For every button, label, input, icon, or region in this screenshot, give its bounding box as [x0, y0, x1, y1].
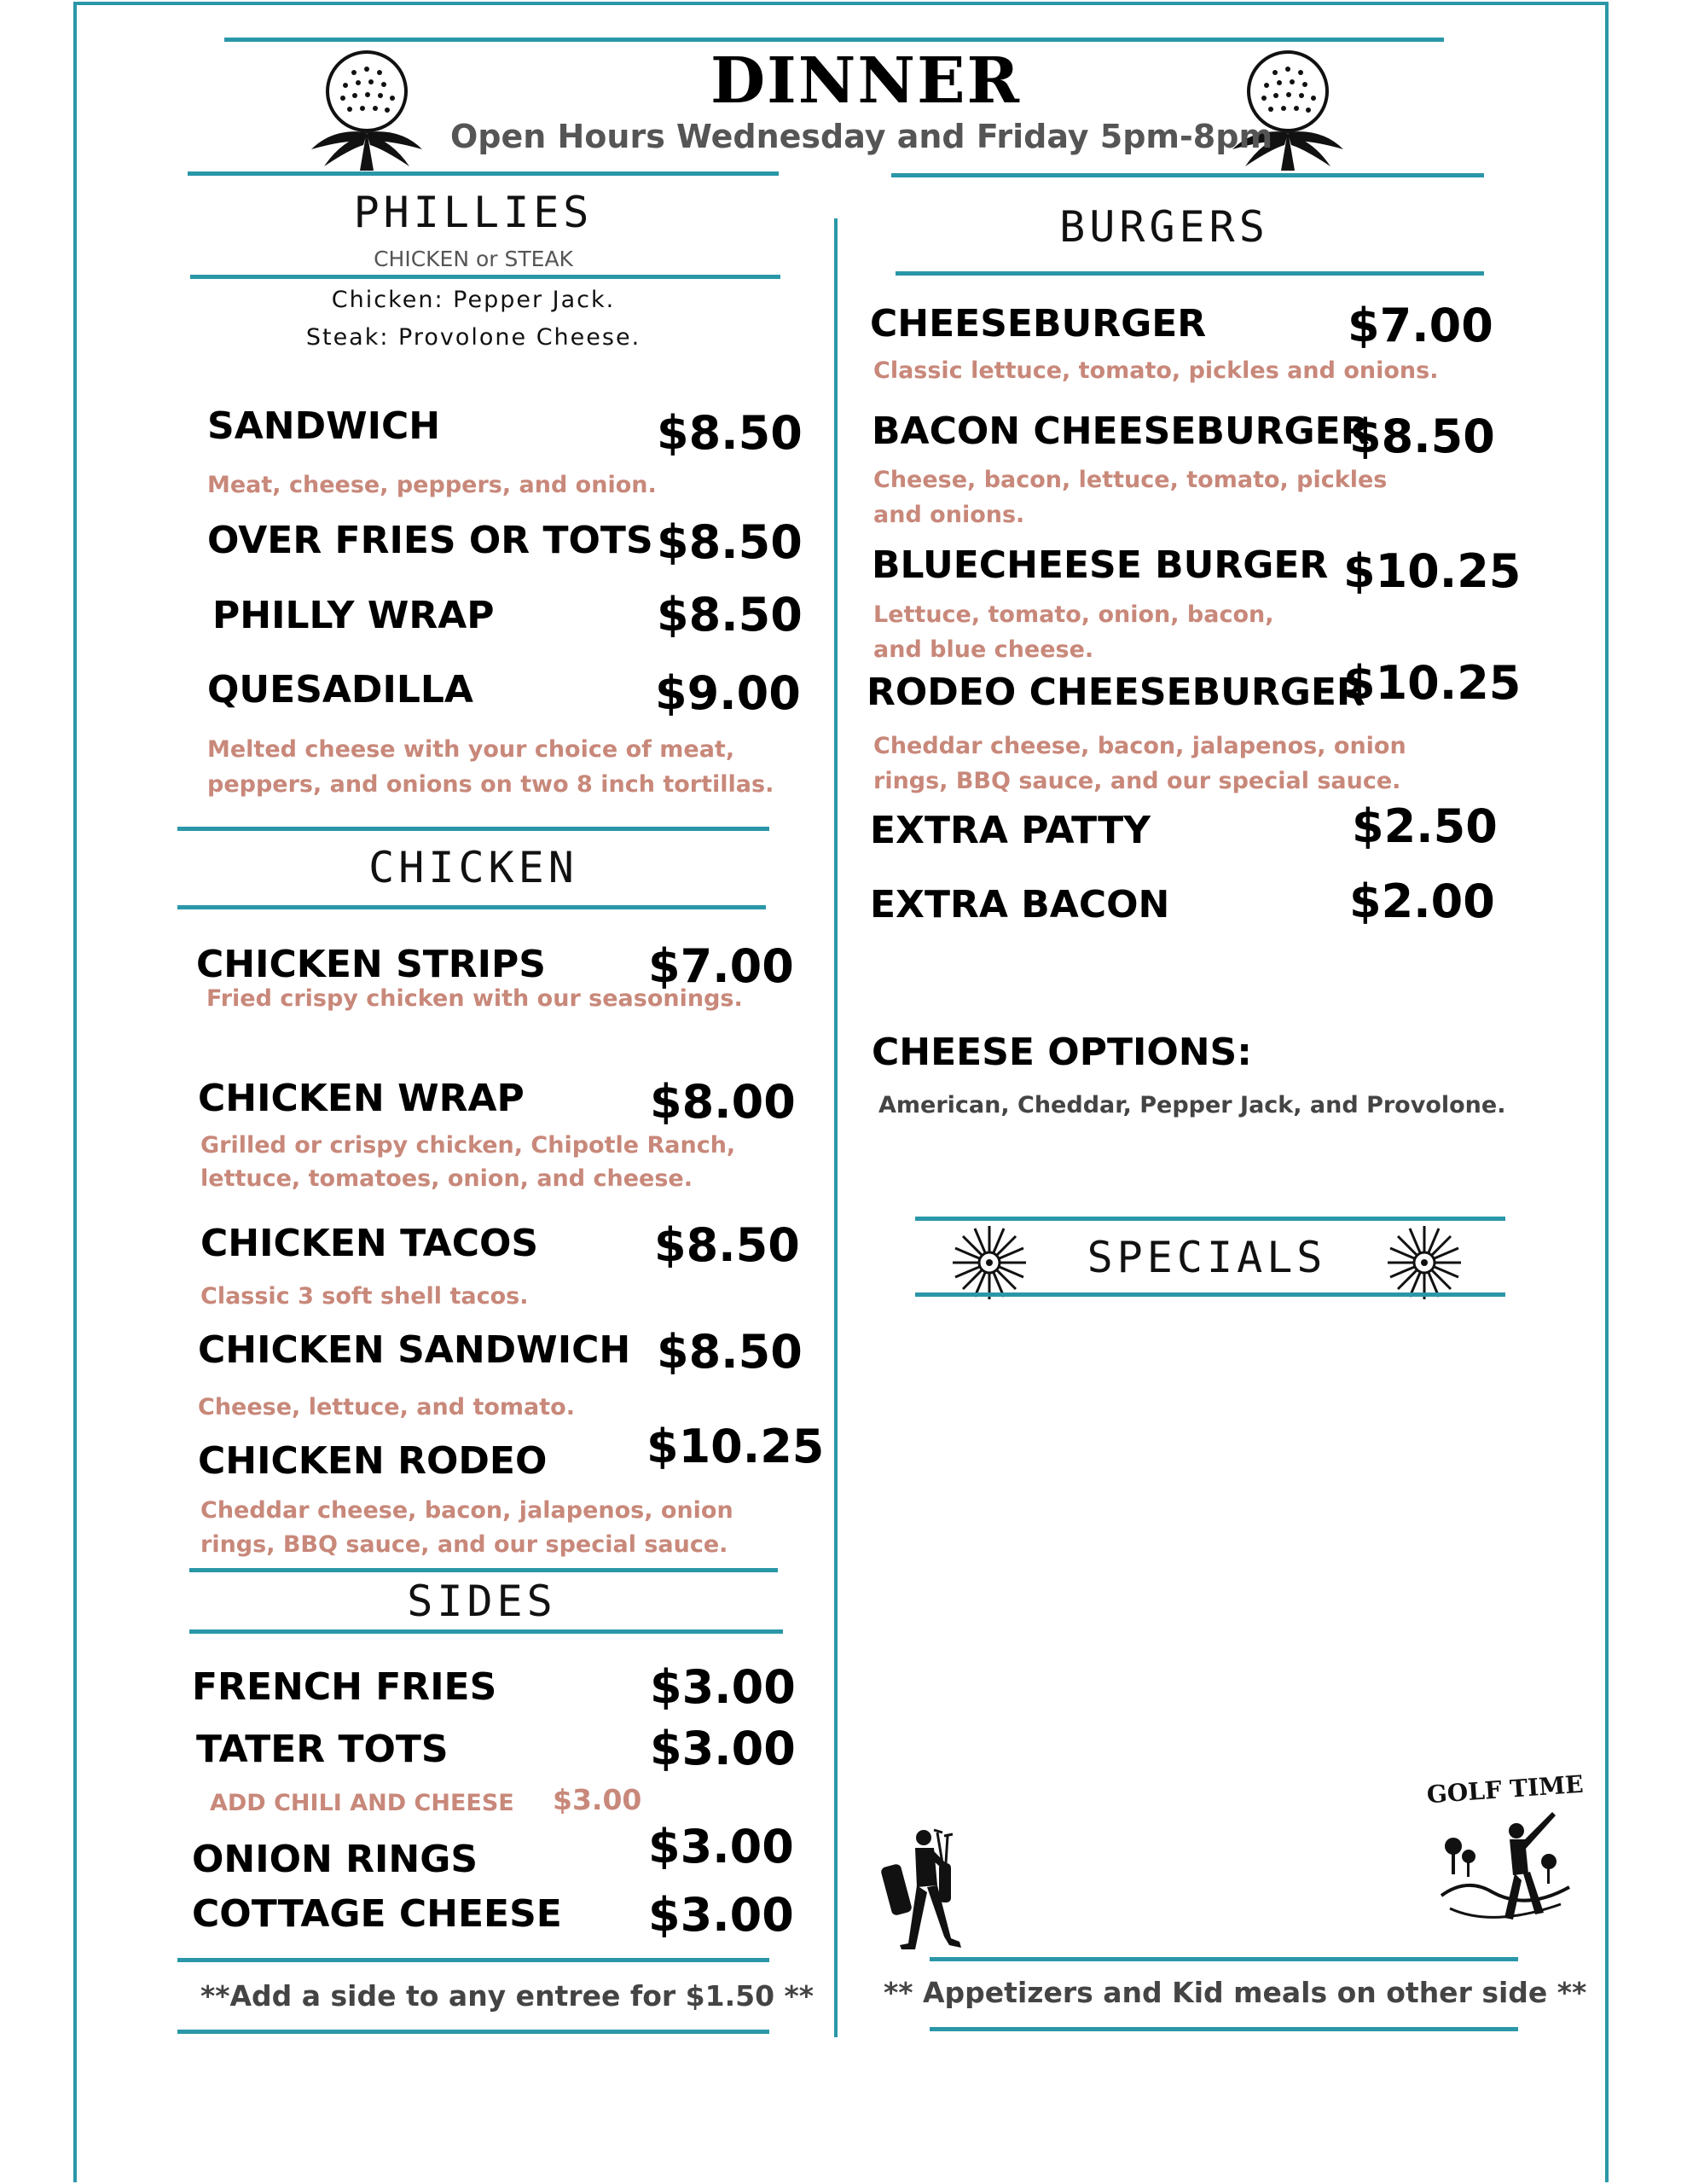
phillies-top-rule	[188, 171, 779, 176]
menu-item-price: $8.50	[657, 588, 803, 642]
menu-item-name: CHEESEBURGER	[870, 302, 1207, 346]
addon-price: $3.00	[553, 1783, 642, 1816]
sides-top-rule	[189, 1568, 778, 1572]
menu-item-name: PHILLY WRAP	[212, 594, 495, 637]
menu-item-price: $3.00	[650, 1722, 796, 1775]
specials-heading: SPECIALS	[1087, 1233, 1327, 1282]
menu-item-name: ONION RINGS	[192, 1838, 478, 1881]
menu-item-price: $7.00	[648, 939, 794, 993]
menu-item-name: RODEO CHEESEBURGER	[867, 671, 1365, 714]
menu-item-desc: Fried crispy chicken with our seasonings.	[206, 985, 743, 1012]
cheese-options-text: American, Cheddar, Pepper Jack, and Provolone.	[878, 1092, 1506, 1118]
right-footer-bottom-rule	[930, 2027, 1518, 2031]
sides-footer-top-rule	[177, 1958, 769, 1962]
cheese-options-heading: CHEESE OPTIONS:	[872, 1031, 1252, 1074]
specials-bottom-rule	[915, 1292, 1505, 1297]
menu-item-desc: Cheese, lettuce, and tomato.	[198, 1394, 575, 1420]
menu-item-name: CHICKEN WRAP	[198, 1077, 525, 1120]
menu-title: DINNER	[710, 44, 1021, 118]
column-divider	[834, 218, 838, 2037]
side-addon-note: **Add a side to any entree for $1.50 **	[200, 1979, 815, 2013]
menu-item-name: TATER TOTS	[196, 1728, 449, 1771]
menu-item-price: $10.25	[1343, 656, 1522, 710]
menu-item-name: COTTAGE CHEESE	[192, 1892, 562, 1936]
menu-item-name: CHICKEN TACOS	[200, 1222, 539, 1265]
menu-item-desc: Classic lettuce, tomato, pickles and onions.	[873, 357, 1439, 384]
menu-item-price: $8.50	[654, 1218, 800, 1272]
menu-item-desc: Cheddar cheese, bacon, jalapenos, onion	[200, 1497, 733, 1524]
menu-item-price: $7.00	[1348, 299, 1493, 352]
menu-item-name: EXTRA PATTY	[870, 809, 1151, 852]
starburst-icon	[1386, 1224, 1463, 1301]
menu-item-name: EXTRA BACON	[870, 883, 1170, 926]
menu-item-desc: and onions.	[873, 502, 1025, 528]
menu-item-name: FRENCH FRIES	[192, 1665, 497, 1709]
addon-label: ADD CHILI AND CHEESE	[210, 1790, 514, 1816]
menu-item-name: CHICKEN RODEO	[198, 1439, 548, 1483]
menu-item-price: $2.50	[1352, 799, 1498, 853]
right-footer-top-rule	[930, 1957, 1518, 1961]
menu-item-desc: and blue cheese.	[873, 636, 1094, 663]
phillies-heading: PHILLIES	[353, 188, 594, 237]
menu-item-desc: rings, BBQ sauce, and our special sauce.	[873, 768, 1401, 794]
phillies-subtitle: CHICKEN or STEAK	[374, 247, 573, 271]
burgers-heading: BURGERS	[1059, 202, 1269, 252]
sides-footer-bottom-rule	[177, 2030, 769, 2034]
sides-heading: SIDES	[407, 1577, 557, 1626]
golf-ball-tee-icon	[307, 47, 426, 171]
menu-item-desc: rings, BBQ sauce, and our special sauce.	[200, 1531, 728, 1558]
menu-item-desc: Grilled or crispy chicken, Chipotle Ranch,	[200, 1132, 736, 1159]
menu-item-desc: Cheddar cheese, bacon, jalapenos, onion	[873, 733, 1406, 759]
menu-item-price: $9.00	[655, 666, 801, 720]
menu-item-name: CHICKEN SANDWICH	[198, 1328, 631, 1372]
open-hours: Open Hours Wednesday and Friday 5pm-8pm	[449, 118, 1273, 155]
menu-item-desc: Lettuce, tomato, onion, bacon,	[873, 601, 1274, 628]
chicken-heading: CHICKEN	[368, 843, 578, 892]
phillies-note-line: Steak: Provolone Cheese.	[305, 324, 641, 351]
header-top-rule	[224, 38, 1444, 42]
starburst-icon	[951, 1224, 1028, 1301]
burgers-bottom-rule	[896, 271, 1484, 276]
menu-item-desc: Classic 3 soft shell tacos.	[200, 1283, 529, 1310]
golfer-with-bag-icon	[883, 1826, 968, 1949]
menu-item-desc: Meat, cheese, peppers, and onion.	[207, 472, 657, 498]
menu-item-price: $8.00	[650, 1075, 796, 1129]
menu-item-price: $8.50	[657, 1325, 803, 1379]
menu-item-name: QUESADILLA	[207, 668, 473, 712]
menu-item-desc: Cheese, bacon, lettuce, tomato, pickles	[873, 467, 1388, 493]
menu-item-name: SANDWICH	[207, 404, 441, 448]
menu-item-price: $3.00	[650, 1660, 796, 1714]
menu-item-price: $8.50	[1349, 410, 1495, 463]
menu-item-desc: Melted cheese with your choice of meat,	[207, 736, 735, 763]
phillies-note-line: Chicken: Pepper Jack.	[331, 287, 616, 313]
menu-item-price: $8.50	[657, 515, 803, 569]
phillies-bottom-rule	[190, 275, 780, 279]
chicken-bottom-rule	[177, 905, 766, 909]
appetizers-note: ** Appetizers and Kid meals on other side **	[884, 1976, 1587, 2009]
menu-item-price: $3.00	[648, 1820, 794, 1873]
menu-item-name: OVER FRIES OR TOTS	[207, 519, 653, 562]
menu-item-price: $2.00	[1349, 874, 1495, 928]
menu-item-name: CHICKEN STRIPS	[196, 943, 546, 986]
chicken-top-rule	[177, 827, 769, 831]
menu-item-price: $10.25	[646, 1420, 825, 1473]
menu-item-price: $8.50	[657, 406, 803, 460]
burgers-top-rule	[891, 173, 1484, 177]
menu-item-name: BLUECHEESE BURGER	[872, 543, 1329, 587]
golf-time-logo-text: GOLF TIME	[1425, 1769, 1585, 1809]
menu-item-desc: peppers, and onions on two 8 inch tortillas.	[207, 771, 774, 798]
menu-item-price: $10.25	[1343, 544, 1522, 598]
golf-time-logo	[1425, 1768, 1585, 1938]
menu-item-desc: lettuce, tomatoes, onion, and cheese.	[200, 1165, 693, 1192]
menu-item-name: BACON CHEESEBURGER	[872, 410, 1370, 453]
sides-bottom-rule	[189, 1629, 783, 1634]
specials-top-rule	[915, 1217, 1505, 1221]
menu-item-price: $3.00	[648, 1888, 794, 1942]
